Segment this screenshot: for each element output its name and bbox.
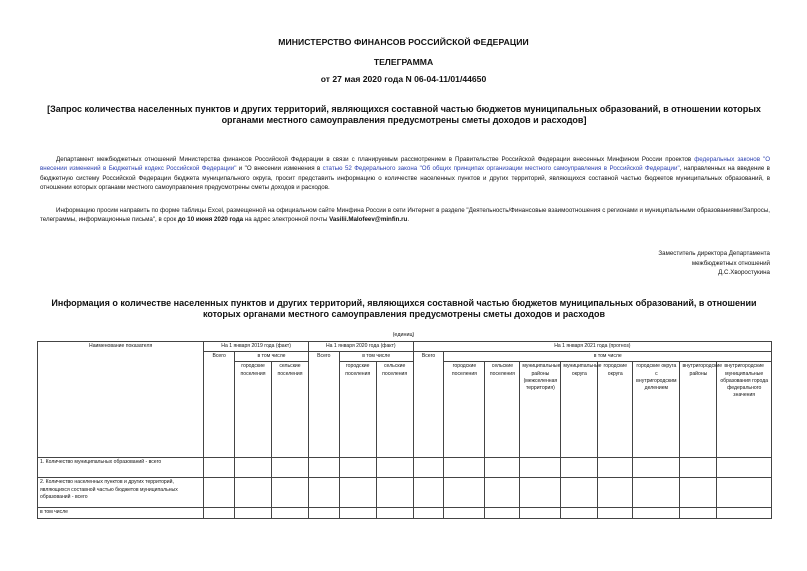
header-indicator-name: Наименование показателя bbox=[38, 342, 204, 458]
header-municipal-okrugs: муниципальные округа bbox=[561, 362, 598, 458]
table-row bbox=[38, 508, 772, 518]
row-label: в том числе bbox=[38, 508, 204, 518]
table-row bbox=[38, 478, 772, 508]
header-total: Всего bbox=[308, 352, 339, 458]
header-urban-settlements: городские поселения bbox=[444, 362, 485, 458]
paragraph-text: и "О внесении изменения в bbox=[236, 165, 323, 173]
header-rural-settlements: сельские поселения bbox=[271, 362, 308, 458]
document-date-number: от 27 мая 2020 года N 06-04-11/01/44650 bbox=[320, 74, 487, 84]
header-total: Всего bbox=[204, 352, 235, 458]
data-table bbox=[37, 341, 772, 519]
header-including: в том числе bbox=[235, 352, 309, 362]
row-label: 1. Количество муниципальных образований - всего bbox=[38, 458, 204, 478]
header-intracity-districts: внутригородские районы bbox=[680, 362, 717, 458]
document-type: ТЕЛЕГРАММА bbox=[373, 57, 434, 67]
paragraph-request bbox=[40, 155, 770, 192]
signature-name: Д.С.Хворостукина bbox=[718, 269, 770, 277]
header-urban-settlements: городские поселения bbox=[339, 362, 376, 458]
paragraph-text: на адрес электронной почты bbox=[243, 216, 330, 224]
link-article-52[interactable]: статью 52 Федерального закона "Об общих принципах организации местного самоуправления в Российской Федерации" bbox=[322, 165, 680, 173]
paragraph-text: , направленных на введение в бюджетную систему Российской Федерации бюджета муниципального округа, просит представить информацию о количестве населенных пунктов и других территорий, являющихся составной частью бюджетов муниципальных образований, в отношении которых органами местного самоуправления предусмотрены сметы доходов и расходов. bbox=[40, 165, 770, 191]
header-including: в том числе bbox=[339, 352, 413, 362]
paragraph-text: Информацию просим направить по форме таблицы Excel, размещенной на официальном сайте Минфина России в сети Интернет в разделе "Деятельность/Финансовые взаимоотношения с регионами и муниципальными образованиями/Запросы, телеграммы, информационные письма", в срок bbox=[40, 207, 770, 224]
header-including: в том числе bbox=[444, 352, 772, 362]
paragraph-text: . bbox=[407, 216, 410, 224]
header-city-okrugs-intracity: городские округа с внутригородским делением bbox=[633, 362, 680, 458]
header-period-2019: На 1 января 2019 года (факт) bbox=[204, 342, 309, 352]
email-address: Vasilii.Malofeev@minfin.ru bbox=[329, 216, 408, 224]
ministry-heading: МИНИСТЕРСТВО ФИНАНСОВ РОССИЙСКОЙ ФЕДЕРАЦИИ bbox=[278, 37, 529, 47]
table-title: Информация о количестве населенных пунктов и других территорий, являющихся составной частью бюджетов муниципальных образований, в отношении которых органами местного самоуправления предусмотрены сметы доходов и расходов bbox=[51, 298, 757, 319]
header-rural-settlements: сельские поселения bbox=[485, 362, 520, 458]
header-period-2021: На 1 января 2021 года (прогноз) bbox=[413, 342, 771, 352]
signature-dept: межбюджетных отношений bbox=[691, 259, 770, 267]
header-intracity-federal: внутригородские муниципальные образования города федерального значения bbox=[717, 362, 772, 458]
header-period-2020: На 1 января 2020 года (факт) bbox=[308, 342, 413, 352]
signature-position: Заместитель директора Департамента bbox=[658, 250, 770, 257]
row-label: 2. Количество населенных пунктов и других территорий, являющихся составной частью бюджетов муниципальных образований - всего bbox=[38, 478, 204, 508]
signature-block bbox=[560, 249, 770, 278]
header-total: Всего bbox=[413, 352, 444, 458]
document-subject: [Запрос количества населенных пунктов и других территорий, являющихся составной частью бюджетов муниципальных образований, в отношении которых органами местного самоуправления предусмотрены сметы доходов и расходов] bbox=[47, 104, 761, 125]
header-municipal-districts: муниципальные районы (межселенная территория) bbox=[520, 362, 561, 458]
header-city-okrugs: городские округа bbox=[598, 362, 633, 458]
header-urban-settlements: городские поселения bbox=[235, 362, 272, 458]
deadline: до 10 июня 2020 года bbox=[177, 216, 244, 224]
table-units: (единиц) bbox=[392, 332, 415, 338]
link-federal-laws[interactable]: федеральных законов "О внесении изменений в Бюджетный кодекс Российской Федерации" bbox=[40, 156, 771, 173]
paragraph-text: Департамент межбюджетных отношений Министерства финансов Российской Федерации в связи с планируемым рассмотрением в Правительстве Российской Федерации внесенных Минфином России проектов bbox=[56, 156, 695, 163]
table-row bbox=[38, 458, 772, 478]
header-rural-settlements: сельские поселения bbox=[376, 362, 413, 458]
paragraph-instructions bbox=[40, 206, 770, 225]
